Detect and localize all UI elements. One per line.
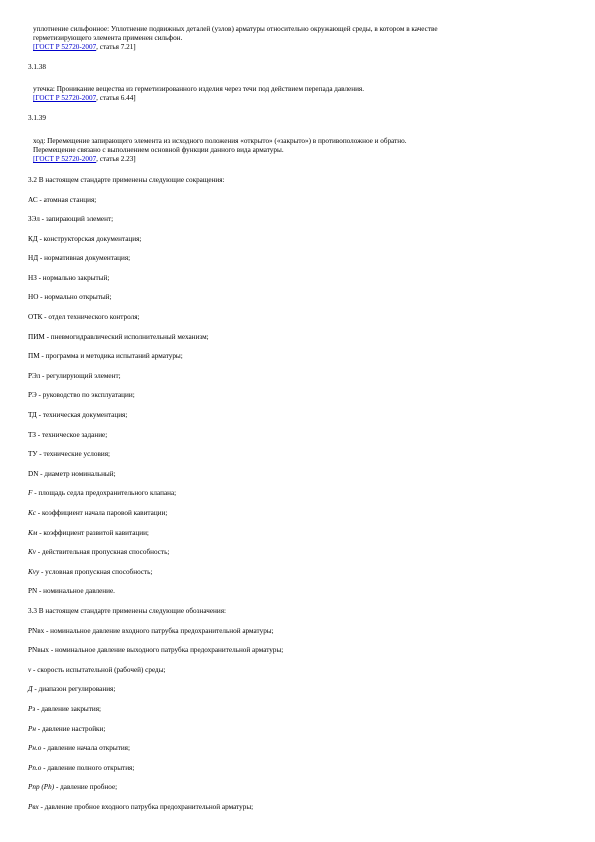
- gost-link[interactable]: [ГОСТ Р 52720-2007: [33, 155, 97, 163]
- symbol: Kc: [28, 509, 36, 517]
- abbreviation-item: DN - диаметр номинальный;: [28, 470, 116, 478]
- symbol-definition: - скорость испытательной (рабочей) среды;: [31, 666, 166, 674]
- symbol: Kv: [28, 548, 36, 556]
- symbol: PNвх: [28, 627, 45, 635]
- reference-article: , статья 6.44]: [96, 94, 136, 102]
- abbreviation-item: НЗ - нормально закрытый;: [28, 274, 110, 282]
- abbreviation-item: ПМ - программа и методика испытаний арматуры;: [28, 352, 183, 360]
- symbol-definition: - давление начала открытия;: [41, 744, 130, 752]
- symbol-definition: - условная пропускная способность;: [39, 568, 153, 576]
- symbol-item: [28, 568, 579, 577]
- symbol-item: [28, 489, 579, 498]
- symbol: Pвх: [28, 803, 39, 811]
- sec-3137-line2: герметизирующего элемента применен сильфон.: [33, 34, 183, 42]
- symbol-definition: - коэффициент развитой кавитации;: [37, 529, 149, 537]
- abbreviation-item: ТД - техническая документация;: [28, 411, 128, 419]
- sec-3138-reference: [33, 94, 579, 103]
- symbol: v: [28, 666, 32, 674]
- symbol-item: [28, 744, 579, 753]
- abbreviation-item: РЭ - руководство по эксплуатации;: [28, 391, 135, 399]
- pn-line: PN - номинальное давление.: [28, 587, 115, 595]
- gost-link[interactable]: [ГОСТ Р 52720-2007: [33, 43, 97, 51]
- sec-3138-number: 3.1.38: [28, 63, 46, 71]
- symbol-item: [28, 529, 579, 538]
- reference-article: , статья 2.23]: [96, 155, 136, 163]
- symbol-definition: - площадь седла предохранительного клапана;: [32, 489, 177, 497]
- sec-3139-reference: [33, 155, 579, 164]
- abbreviation-item: КД - конструкторская документация;: [28, 235, 142, 243]
- symbol-definition: - давление закрытия;: [35, 705, 102, 713]
- symbol-item: [28, 666, 579, 675]
- abbreviations-intro: 3.2 В настоящем стандарте применены следующие сокращения:: [28, 176, 225, 184]
- sec-3138-text: утечка: Проникание вещества из герметизированного изделия через течи под действием перепада давления.: [33, 85, 365, 93]
- symbols-intro: 3.3 В настоящем стандарте применены следующие обозначения:: [28, 607, 227, 615]
- abbreviation-item: ПИМ - пневмогидравлический исполнительный механизм;: [28, 333, 209, 341]
- abbreviation-item: РЭл - регулирующий элемент;: [28, 372, 121, 380]
- symbol-item: [28, 509, 579, 518]
- sec-3137-reference: [33, 43, 579, 52]
- symbol-item: [28, 646, 579, 655]
- sec-3139-line1: ход: Перемещение запирающего элемента из исходного положения «открыто» («закрыто») в противоположное и обратно.: [33, 137, 407, 145]
- symbol: Kм: [28, 529, 38, 537]
- abbreviation-item: ОТК - отдел технического контроля;: [28, 313, 140, 321]
- reference-article: , статья 7.21]: [96, 43, 136, 51]
- symbol-definition: - давление настройки;: [35, 725, 106, 733]
- symbol-item: [28, 725, 579, 734]
- gost-link[interactable]: [ГОСТ Р 52720-2007: [33, 94, 97, 102]
- symbol: PNвых: [28, 646, 50, 654]
- symbol-definition: - давление полного открытия;: [41, 764, 135, 772]
- abbreviation-item: НД - нормативная документация;: [28, 254, 131, 262]
- symbol: F: [28, 489, 33, 497]
- symbol-item: [28, 764, 579, 773]
- symbol: Kvy: [28, 568, 40, 576]
- symbol-definition: - действительная пропускная способность;: [35, 548, 170, 556]
- abbreviation-item: АС - атомная станция;: [28, 196, 97, 204]
- symbol: Pн: [28, 725, 36, 733]
- abbreviation-item: ЗЭл - запирающий элемент;: [28, 215, 114, 223]
- symbol-item: [28, 803, 579, 812]
- symbol-definition: - номинальное давление входного патрубка предохранительной арматуры;: [44, 627, 274, 635]
- symbol-definition: - коэффициент начала паровой кавитации;: [35, 509, 168, 517]
- symbol-item: [28, 705, 579, 714]
- symbol-item: [28, 627, 579, 636]
- symbol: Д: [28, 685, 33, 693]
- sec-3139-number: 3.1.39: [28, 114, 46, 122]
- symbol: Pн.о: [28, 744, 42, 752]
- symbol-item: [28, 783, 579, 792]
- symbol-definition: - диапазон регулирования;: [32, 685, 116, 693]
- symbol: Pз: [28, 705, 36, 713]
- symbol-definition: - номинальное давление выходного патрубка предохранительной арматуры;: [49, 646, 284, 654]
- symbol-definition: - давление пробное входного патрубка предохранительной арматуры;: [38, 803, 254, 811]
- abbreviation-item: ТЗ - техническое задание;: [28, 431, 108, 439]
- sec-3139-line2: Перемещение связано с выполнением основной функции данного вида арматуры.: [33, 146, 284, 154]
- abbreviation-item: ТУ - технические условия;: [28, 450, 110, 458]
- symbol-item: [28, 685, 579, 694]
- sec-3137-line1: уплотнение сильфонное: Уплотнение подвижных деталей (узлов) арматуры относительно окружающей среды, в котором в качестве: [33, 25, 438, 33]
- symbol: Pпр (Ph): [28, 783, 55, 791]
- symbol: Pп.о: [28, 764, 42, 772]
- abbreviation-item: НО - нормально открытый;: [28, 293, 112, 301]
- symbol-item: [28, 548, 579, 557]
- symbol-definition: - давление пробное;: [54, 783, 118, 791]
